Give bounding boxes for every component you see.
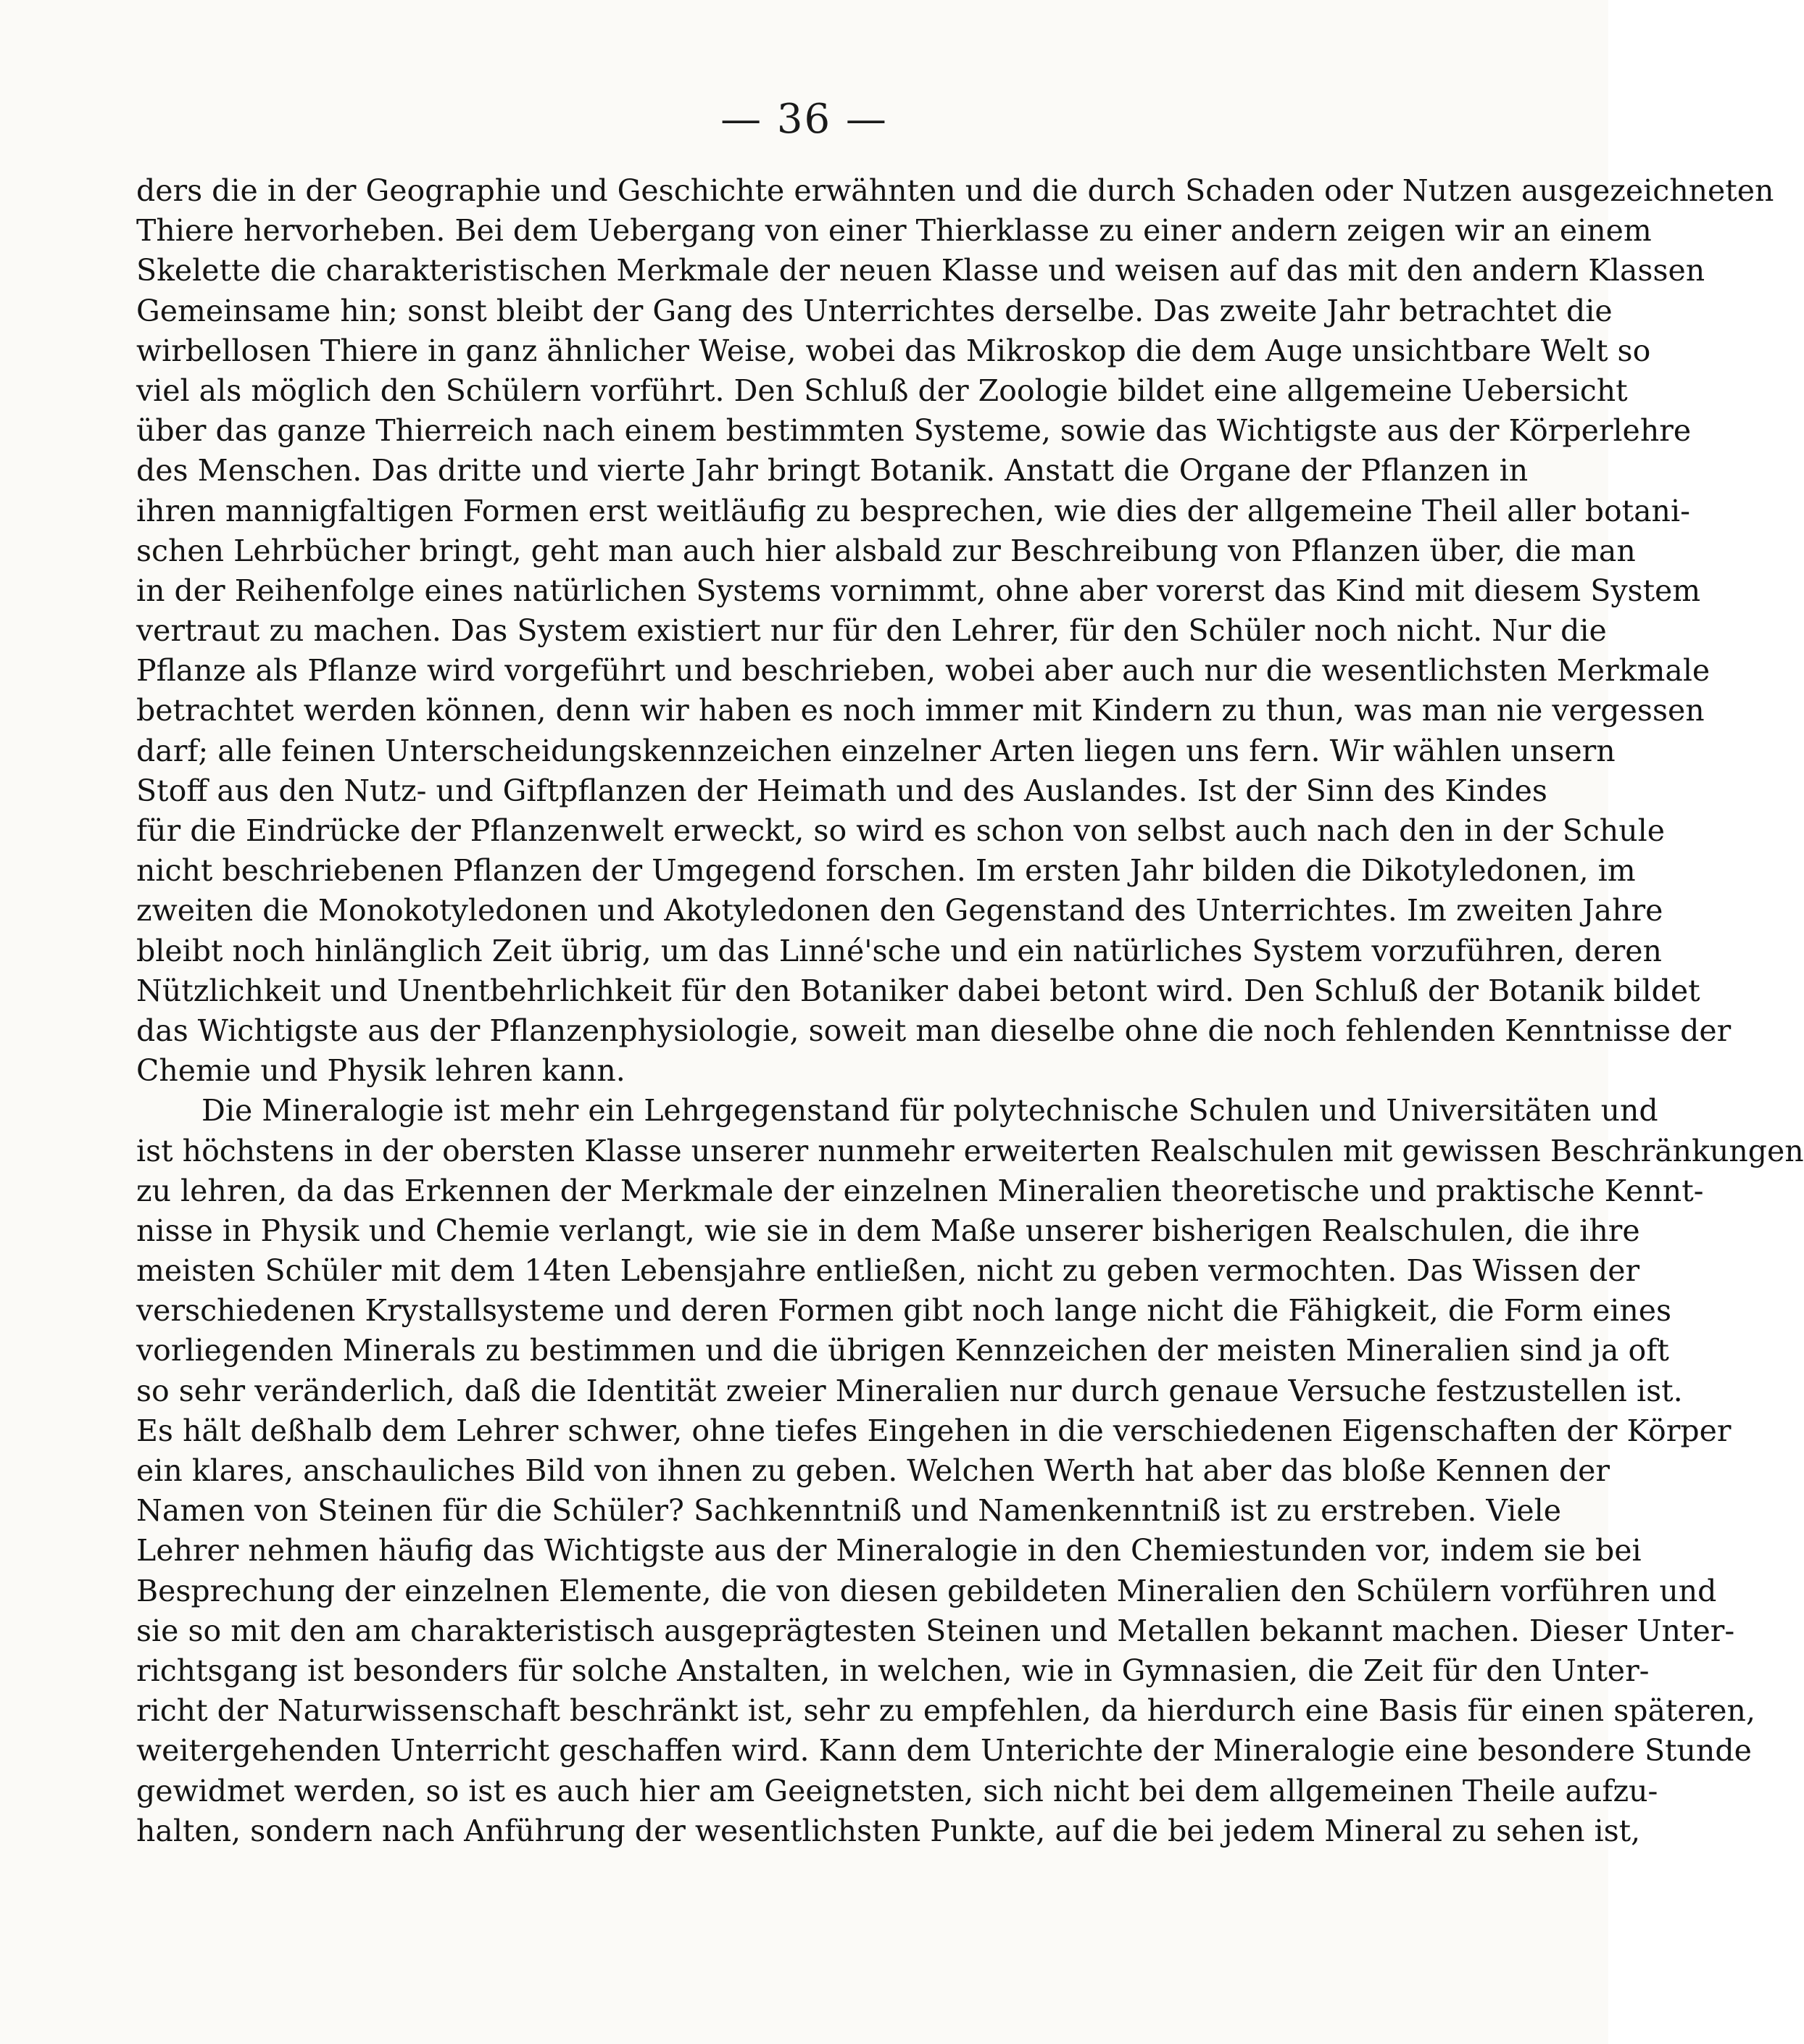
text-line: nicht beschriebenen Pflanzen der Umgegend forschen. Im ersten Jahr bilden die Dikotyledonen, im	[136, 853, 1636, 889]
text-line: wirbellosen Thiere in ganz ähnlicher Weise, wobei das Mikroskop die dem Auge unsichtbare Welt so	[136, 333, 1651, 368]
text-line: richtsgang ist besonders für solche Anstalten, in welchen, wie in Gymnasien, die Zeit für den Unter-	[136, 1653, 1650, 1688]
text-line: nisse in Physik und Chemie verlangt, wie sie in dem Maße unserer bisherigen Realschulen, die ihre	[136, 1213, 1640, 1248]
text-line: sie so mit den am charakteristisch ausgeprägtesten Steinen und Metallen bekannt machen. Dieser Unter-	[136, 1613, 1735, 1648]
text-line: für die Eindrücke der Pflanzenwelt erweckt, so wird es schon von selbst auch nach den in der Schule	[136, 813, 1665, 848]
text-line: richt der Naturwissenschaft beschränkt ist, sehr zu empfehlen, da hierdurch eine Basis für einen späteren,	[136, 1693, 1755, 1729]
text-line: ihren mannigfaltigen Formen erst weitläufig zu besprechen, wie dies der allgemeine Theil aller botani-	[136, 493, 1690, 528]
text-line: Die Mineralogie ist mehr ein Lehrgegenstand für polytechnische Schulen und Universitäten und	[201, 1093, 1658, 1129]
text-line: Skelette die charakteristischen Merkmale der neuen Klasse und weisen auf das mit den andern Klassen	[136, 253, 1705, 288]
text-line: Nützlichkeit und Unentbehrlichkeit für den Botaniker dabei betont wird. Den Schluß der Botanik bildet	[136, 973, 1700, 1008]
text-line: Lehrer nehmen häufig das Wichtigste aus der Mineralogie in den Chemiestunden vor, indem sie bei	[136, 1533, 1642, 1569]
text-line: betrachtet werden können, denn wir haben es noch immer mit Kindern zu thun, was man nie vergessen	[136, 693, 1705, 728]
text-line: gewidmet werden, so ist es auch hier am Geeignetsten, sich nicht bei dem allgemeinen Theile aufzu-	[136, 1773, 1658, 1808]
text-line: vorliegenden Minerals zu bestimmen und die übrigen Kennzeichen der meisten Mineralien sind ja oft	[136, 1333, 1669, 1368]
text-line: viel als möglich den Schülern vorführt. Den Schluß der Zoologie bildet eine allgemeine Uebersicht	[136, 373, 1628, 408]
text-line: in der Reihenfolge eines natürlichen Systems vornimmt, ohne aber vorerst das Kind mit diesem System	[136, 573, 1701, 608]
text-line: weitergehenden Unterricht geschaffen wird. Kann dem Unterichte der Mineralogie eine besondere Stunde	[136, 1733, 1752, 1769]
text-line: so sehr veränderlich, daß die Identität zweier Mineralien nur durch genaue Versuche festzustellen ist.	[136, 1373, 1683, 1408]
body-text	[136, 171, 1804, 1851]
text-line: bleibt noch hinlänglich Zeit übrig, um das Linné'sche und ein natürliches System vorzuführen, deren	[136, 933, 1662, 968]
text-line: schen Lehrbücher bringt, geht man auch hier alsbald zur Beschreibung von Pflanzen über, die man	[136, 533, 1636, 568]
text-line: Gemeinsame hin; sonst bleibt der Gang des Unterrichtes derselbe. Das zweite Jahr betrachtet die	[136, 293, 1613, 328]
text-line: ders die in der Geographie und Geschichte erwähnten und die durch Schaden oder Nutzen ausgezeichneten	[136, 173, 1774, 208]
text-line: halten, sondern nach Anführung der wesentlichsten Punkte, auf die bei jedem Mineral zu sehen ist,	[136, 1813, 1641, 1848]
text-line: Es hält deßhalb dem Lehrer schwer, ohne tiefes Eingehen in die verschiedenen Eigenschaften der Körper	[136, 1413, 1732, 1448]
text-line: vertraut zu machen. Das System existiert nur für den Lehrer, für den Schüler noch nicht. Nur die	[136, 613, 1607, 649]
paragraph-end-line: Chemie und Physik lehren kann.	[136, 1053, 625, 1089]
text-line: Thiere hervorheben. Bei dem Uebergang von einer Thierklasse zu einer andern zeigen wir an einem	[136, 213, 1652, 249]
text-line: das Wichtigste aus der Pflanzenphysiologie, soweit man dieselbe ohne die noch fehlenden Kenntnisse der	[136, 1013, 1732, 1048]
page-number: — 36 —	[720, 96, 888, 143]
text-line: darf; alle feinen Unterscheidungskennzeichen einzelner Arten liegen uns fern. Wir wählen unsern	[136, 733, 1616, 768]
text-line: Besprechung der einzelnen Elemente, die von diesen gebildeten Mineralien den Schülern vorführen und	[136, 1573, 1717, 1608]
text-line: Namen von Steinen für die Schüler? Sachkenntniß und Namenkenntniß ist zu erstreben. Viele	[136, 1493, 1562, 1529]
text-line: ein klares, anschauliches Bild von ihnen zu geben. Welchen Werth hat aber das bloße Kennen der	[136, 1453, 1610, 1488]
text-line: zu lehren, da das Erkennen der Merkmale der einzelnen Mineralien theoretische und praktische Kennt-	[136, 1173, 1704, 1208]
text-line: Stoff aus den Nutz- und Giftpflanzen der Heimath und des Auslandes. Ist der Sinn des Kindes	[136, 773, 1547, 808]
text-line: Pflanze als Pflanze wird vorgeführt und beschrieben, wobei aber auch nur die wesentlichsten Merkmale	[136, 653, 1711, 689]
text-line: verschiedenen Krystallsysteme und deren Formen gibt noch lange nicht die Fähigkeit, die Form eines	[136, 1293, 1672, 1329]
text-line: über das ganze Thierreich nach einem bestimmten Systeme, sowie das Wichtigste aus der Körperlehre	[136, 413, 1692, 449]
text-line: ist höchstens in der obersten Klasse unserer nunmehr erweiterten Realschulen mit gewissen Beschränkungen	[136, 1133, 1804, 1168]
text-line: zweiten die Monokotyledonen und Akotyledonen den Gegenstand des Unterrichtes. Im zweiten Jahre	[136, 893, 1663, 928]
text-line: meisten Schüler mit dem 14ten Lebensjahre entließen, nicht zu geben vermochten. Das Wissen der	[136, 1253, 1640, 1289]
text-line: des Menschen. Das dritte und vierte Jahr bringt Botanik. Anstatt die Organe der Pflanzen in	[136, 453, 1529, 489]
